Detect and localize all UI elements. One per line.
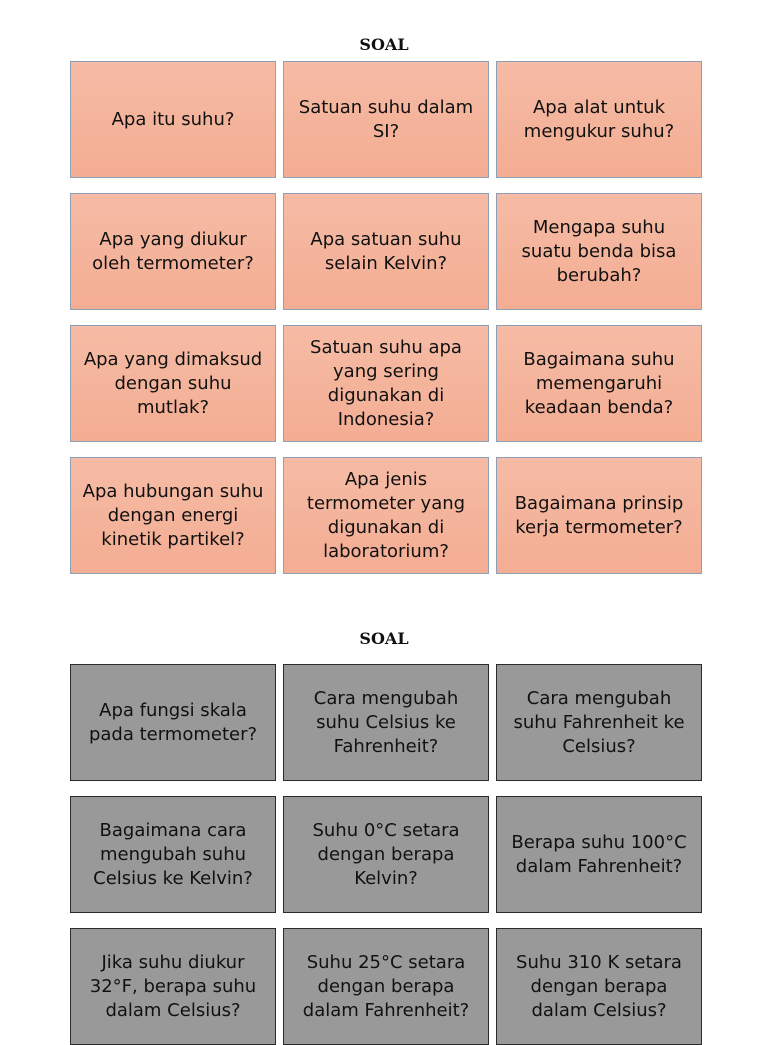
question-card[interactable] — [283, 325, 489, 442]
question-card[interactable] — [70, 325, 276, 442]
question-card[interactable] — [70, 928, 276, 1045]
question-card[interactable] — [496, 457, 702, 574]
question-card[interactable] — [283, 796, 489, 913]
question-text: Apa alat untuk mengukur suhu? — [523, 96, 675, 142]
question-card[interactable] — [496, 325, 702, 442]
question-card[interactable] — [496, 193, 702, 310]
question-card[interactable] — [496, 61, 702, 178]
question-text: Cara mengubah suhu Fahrenheit ke Celsius? — [513, 687, 685, 757]
question-card[interactable] — [70, 61, 276, 178]
question-text: Apa jenis termometer yang digunakan di laboratorium? — [306, 468, 466, 562]
question-text: Apa yang dimaksud dengan suhu mutlak? — [83, 348, 263, 418]
question-grid-1 — [70, 61, 708, 574]
question-text: Berapa suhu 100°C dalam Fahrenheit? — [511, 831, 687, 877]
question-text: Bagaimana cara mengubah suhu Celsius ke Kelvin? — [93, 819, 253, 889]
question-text: Bagaimana suhu memengaruhi keadaan benda? — [523, 348, 675, 418]
question-text: Suhu 310 K setara dengan berapa dalam Celsius? — [516, 951, 682, 1021]
question-text: Apa hubungan suhu dengan energi kinetik partikel? — [82, 480, 264, 550]
question-text: Mengapa suhu suatu benda bisa berubah? — [521, 216, 677, 286]
question-card[interactable] — [283, 457, 489, 574]
question-text: Jika suhu diukur 32°F, berapa suhu dalam Celsius? — [89, 951, 257, 1021]
question-text: Cara mengubah suhu Celsius ke Fahrenheit? — [313, 687, 459, 757]
section-2-title: SOAL — [359, 629, 409, 648]
question-card[interactable] — [283, 61, 489, 178]
question-card[interactable] — [70, 457, 276, 574]
question-card[interactable] — [70, 193, 276, 310]
question-text: Apa yang diukur oleh termometer? — [92, 228, 254, 274]
question-text: Satuan suhu apa yang sering digunakan di Indonesia? — [310, 336, 462, 430]
question-text: Satuan suhu dalam SI? — [298, 96, 474, 142]
question-text: Apa fungsi skala pada termometer? — [88, 699, 258, 745]
question-card[interactable] — [70, 664, 276, 781]
question-card[interactable] — [496, 796, 702, 913]
section-1-title: SOAL — [359, 35, 409, 54]
question-card[interactable] — [283, 193, 489, 310]
question-card[interactable] — [283, 928, 489, 1045]
question-text: Apa itu suhu? — [111, 108, 235, 130]
question-card[interactable] — [283, 664, 489, 781]
question-grid-2 — [70, 664, 708, 1045]
question-text: Apa satuan suhu selain Kelvin? — [310, 228, 462, 274]
question-text: Bagaimana prinsip kerja termometer? — [514, 492, 684, 538]
question-card[interactable] — [496, 928, 702, 1045]
question-text: Suhu 25°C setara dengan berapa dalam Fahrenheit? — [302, 951, 470, 1021]
question-card[interactable] — [70, 796, 276, 913]
question-card[interactable] — [496, 664, 702, 781]
question-text: Suhu 0°C setara dengan berapa Kelvin? — [312, 819, 460, 889]
